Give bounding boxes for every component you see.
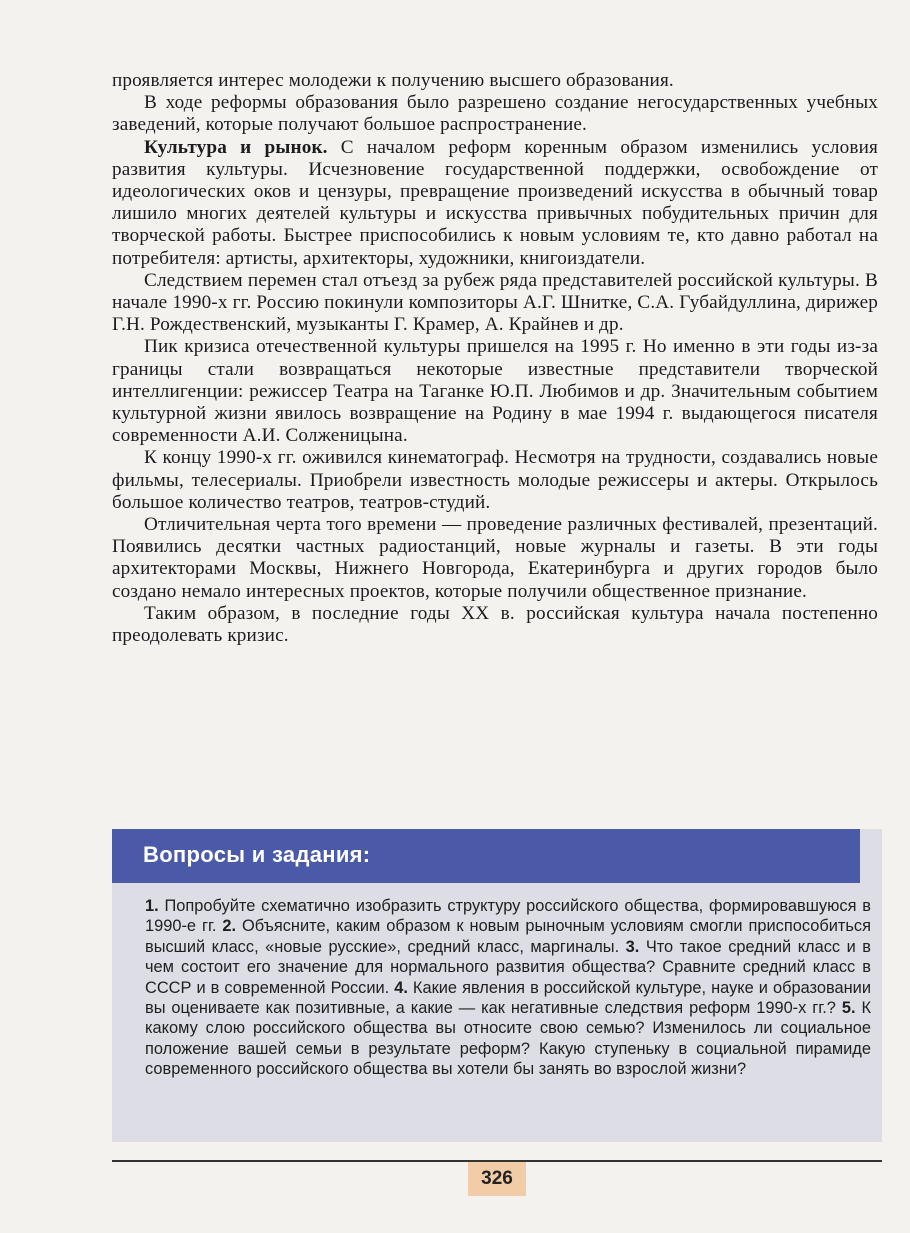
question-5-text: К какому слою российского общества вы относите свою семью? Изменилось ли социальное положение вашей семьи в результате реформ? Какую ступеньку в социальной пирамиде современного российского общества вы хотели бы занять во взрослой жизни? — [145, 999, 871, 1079]
question-3-text: Что такое средний класс и в чем состоит его значение для нормального развития общества? Сравните средний класс в СССР и в современной России. — [145, 937, 871, 997]
section-heading-culture-market: Культура и рынок. — [144, 136, 328, 158]
paragraph-5: Пик кризиса отечественной культуры пришелся на 1995 г. Но именно в эти годы из-за границы стали возвращаться некоторые известные представители творческой интеллигенции: режиссер Театра на Таганке Ю.П. Любимов и др. Значительным событием культурной жизни явилось возвращение на Родину в мае 1994 г. выдающегося писателя современности А.И. Солженицына. — [112, 336, 878, 447]
document-page — [112, 70, 878, 647]
paragraph-3-text: С началом реформ коренным образом изменились условия развития культуры. Исчезновение государственной поддержки, освобождение от идеологических оков и цензуры, превращение произведений искусства в обычный товар лишило многих деятелей культуры и искусства привычных побудительных причин для творческой работы. Быстрее приспособились к новым условиям те, кто давно работал на потребителя: артисты, архитекторы, художники, книгоиздатели. — [112, 136, 878, 269]
main-text — [112, 70, 878, 647]
question-2-number: 2. — [222, 917, 237, 936]
questions-body — [145, 896, 871, 1080]
questions-title: Вопросы и задания: — [143, 842, 371, 867]
question-5-number: 5. — [841, 999, 856, 1018]
paragraph-1: проявляется интерес молодежи к получению высшего образования. — [112, 70, 674, 91]
paragraph-6: К концу 1990-х гг. оживился кинематограф. Несмотря на трудности, создавались новые фильмы, телесериалы. Приобрели известность молодые режиссеры и актеры. Открылось большое количество театров, театров-студий. — [112, 447, 878, 513]
question-4-number: 4. — [394, 978, 408, 997]
paragraph-3 — [112, 137, 878, 270]
page-number: 326 — [481, 1168, 513, 1189]
paragraph-4: Следствием перемен стал отъезд за рубеж ряда представителей российской культуры. В начале 1990-х гг. Россию покинули композиторы А.Г. Шнитке, С.А. Губайдуллина, дирижер Г.Н. Рождественский, музыканты Г. Крамер, А. Крайнев и др. — [112, 269, 878, 336]
question-2-text: Объясните, каким образом к новым рыночным условиям смогли приспособиться высший класс, «новые русские», средний класс, маргиналы. — [145, 917, 871, 956]
question-1-text: Попробуйте схематично изобразить структуру российского общества, формировавшуюся в 1990-е гг. — [145, 897, 871, 936]
questions-box — [112, 829, 882, 1142]
paragraph-8: Таким образом, в последние годы XX в. российская культура начала постепенно преодолевать кризис. — [112, 602, 878, 647]
question-1-number: 1. — [145, 897, 159, 915]
paragraph-7: Отличительная черта того времени — проведение различных фестивалей, презентаций. Появились десятки частных радиостанций, новые журналы и газеты. В эти годы архитекторами Москвы, Нижнего Новгорода, Екатеринбурга и других городов было создано немало интересных проектов, которые получили общественное признание. — [112, 514, 878, 602]
page-number-badge — [468, 1162, 526, 1196]
questions-header — [112, 829, 860, 883]
paragraph-2: В ходе реформы образования было разрешено создание негосударственных учебных заведений, которые получают большое распространение. — [112, 92, 878, 136]
question-4-text: Какие явления в российской культуре, науке и образовании вы оцениваете как позитивные, а какие — как негативные следствия реформ 1990-х гг.? — [145, 978, 871, 1018]
question-3-number: 3. — [625, 937, 640, 956]
